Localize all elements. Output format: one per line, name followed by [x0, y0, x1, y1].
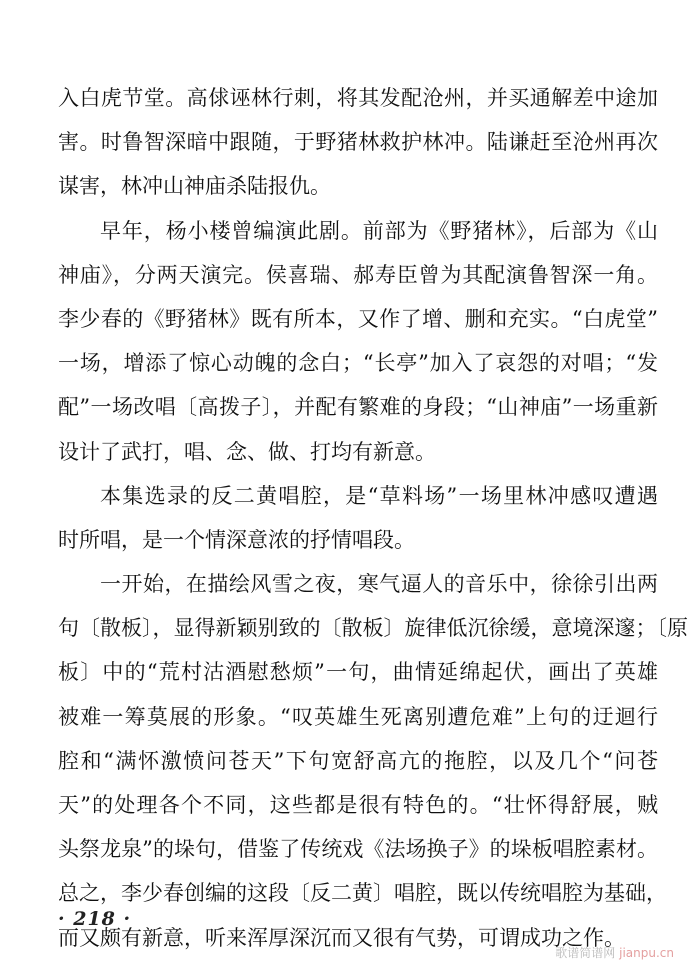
text-line: 谋害，林冲山神庙杀陆报仇。 — [58, 174, 331, 199]
text-line: 头祭龙泉”的垛句，借鉴了传统戏《法场换子》的垛板唱腔素材。 — [58, 837, 658, 862]
watermark — [555, 944, 674, 961]
text-line: 害。时鲁智深暗中跟随，于野猪林救护林冲。陆谦赶至沧州再次 — [58, 130, 658, 155]
text-line: 配”一场改唱〔高拨子〕，并配有繁难的身段；“山神庙”一场重新 — [58, 395, 658, 420]
text-line: 一开始，在描绘风雪之夜，寒气逼人的音乐中，徐徐引出两 — [100, 572, 658, 597]
page-number: · 218 · — [58, 908, 132, 930]
text-line: 被难一筹莫展的形象。“叹英雄生死离别遭危难”上句的迂迴行 — [58, 704, 658, 729]
text-line: 一场，增添了惊心动魄的念白；“长亭”加入了哀怨的对唱；“发 — [58, 351, 658, 376]
text-line: 早年，杨小楼曾编演此剧。前部为《野猪林》，后部为《山 — [100, 218, 658, 243]
watermark-text: 歌谱简谱网 — [555, 946, 616, 960]
text-line: 总之，李少春创编的这段〔反二黄〕唱腔，既以传统唱腔为基础， — [58, 881, 667, 906]
text-line: 而又颇有新意，听来浑厚深沉而又很有气势，可谓成功之作。 — [58, 925, 625, 950]
text-line: 天”的处理各个不同，这些都是很有特色的。“壮怀得舒展，贼 — [58, 793, 658, 817]
body-text — [58, 76, 688, 960]
text-line: 神庙》，分两天演完。侯喜瑞、郝寿臣曾为其配演鲁智深一角。 — [58, 262, 658, 287]
text-line: 时所唱，是一个情深意浓的抒情唱段。 — [58, 527, 415, 552]
text-line: 句〔散板〕，显得新颖别致的〔散板〕旋律低沉徐缓，意境深邃；〔原 — [58, 616, 688, 641]
text-line: 李少春的《野猪林》既有所本，又作了增、删和充实。“白虎堂” — [58, 306, 658, 331]
text-line: 本集选录的反二黄唱腔，是“草料场”一场里林冲感叹遭遇 — [100, 483, 658, 508]
text-line: 腔和“满怀激愤问苍天”下句宽舒高亢的拖腔，以及几个“问苍 — [58, 748, 658, 773]
text-line: 入白虎节堂。高俅诬林行刺，将其发配沧州，并买通解差中途加 — [58, 86, 658, 110]
watermark-url: jianpu.cn — [619, 946, 674, 960]
text-line: 设计了武打，唱、念、做、打均有新意。 — [58, 439, 436, 464]
text-line: 板〕中的“荒村沽酒慰愁烦”一句，曲情延绵起伏，画出了英雄 — [58, 660, 658, 685]
